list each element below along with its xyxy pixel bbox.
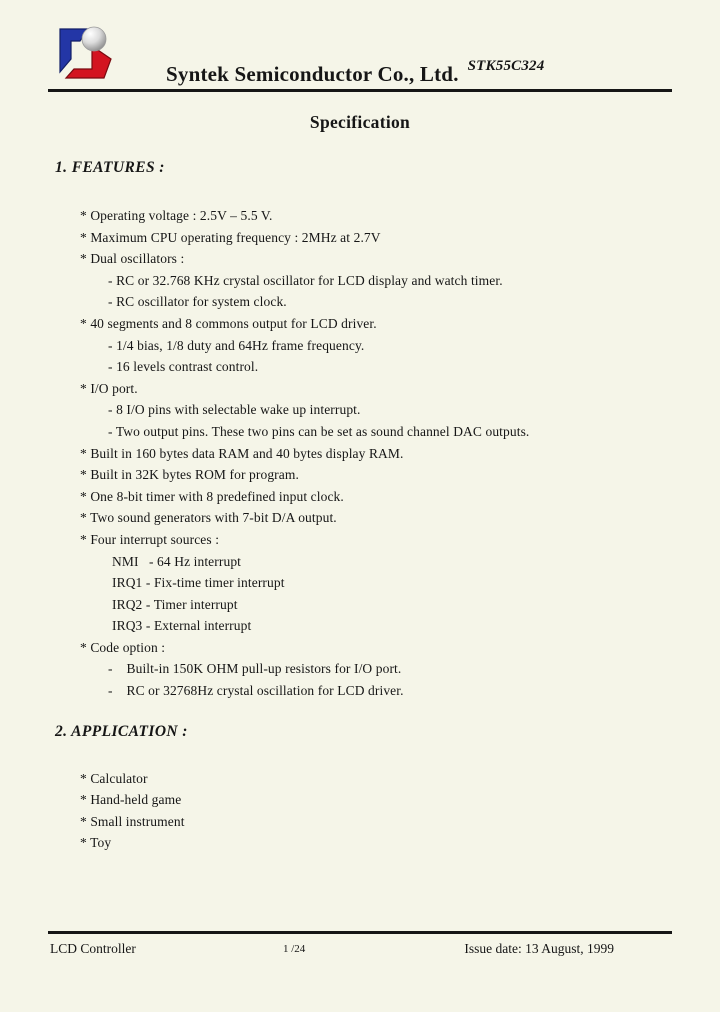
list-item: - Two output pins. These two pins can be set as sound channel DAC outputs. bbox=[108, 423, 530, 439]
list-item: * Hand-held game bbox=[80, 792, 182, 808]
list-item: * Dual oscillators : bbox=[80, 251, 185, 267]
list-item: * Built in 32K bytes ROM for program. bbox=[80, 467, 299, 483]
list-item: IRQ1 - Fix-time timer interrupt bbox=[112, 575, 285, 591]
list-item: - RC or 32.768 KHz crystal oscillator for LCD display and watch timer. bbox=[108, 272, 503, 288]
list-item: * 40 segments and 8 commons output for LCD driver. bbox=[80, 315, 377, 331]
list-item: NMI - 64 Hz interrupt bbox=[112, 553, 242, 569]
header-title-row bbox=[166, 58, 545, 87]
list-item: * Two sound generators with 7-bit D/A output. bbox=[80, 510, 337, 526]
footer-issue-date: Issue date: 13 August, 1999 bbox=[464, 941, 614, 956]
list-item: * Toy bbox=[80, 835, 112, 851]
list-item: - 16 levels contrast control. bbox=[108, 359, 259, 375]
page-content bbox=[48, 92, 672, 854]
list-item: - RC oscillator for system clock. bbox=[108, 294, 287, 310]
list-item: * One 8-bit timer with 8 predefined input clock. bbox=[80, 488, 344, 504]
list-item: - Built-in 150K OHM pull-up resistors for I/O port. bbox=[108, 661, 402, 677]
list-item: * Built in 160 bytes data RAM and 40 bytes display RAM. bbox=[80, 445, 404, 461]
list-item: - 1/4 bias, 1/8 duty and 64Hz frame frequency. bbox=[108, 337, 365, 353]
list-item: IRQ3 - External interrupt bbox=[112, 618, 252, 634]
list-item: * Code option : bbox=[80, 639, 166, 655]
syntek-logo-icon bbox=[48, 26, 116, 84]
section-features-heading: 1. FEATURES : bbox=[55, 159, 165, 176]
features-list bbox=[48, 205, 672, 702]
part-number: STK55C324 bbox=[467, 58, 545, 74]
company-name: Syntek Semiconductor Co., Ltd. bbox=[166, 62, 459, 86]
document-title: Specification bbox=[309, 112, 411, 132]
list-item: IRQ2 - Timer interrupt bbox=[112, 596, 238, 612]
page-header bbox=[48, 0, 672, 92]
list-item: * Operating voltage : 2.5V – 5.5 V. bbox=[80, 208, 273, 223]
footer-page-number: 1 /24 bbox=[283, 943, 306, 955]
list-item: * I/O port. bbox=[80, 380, 138, 396]
list-item: - RC or 32768Hz crystal oscillation for LCD driver. bbox=[108, 683, 404, 699]
list-item: - 8 I/O pins with selectable wake up interrupt. bbox=[108, 402, 361, 418]
list-item: * Maximum CPU operating frequency : 2MHz at 2.7V bbox=[80, 229, 381, 245]
application-list bbox=[48, 768, 672, 854]
footer-document-name: LCD Controller bbox=[50, 941, 136, 956]
list-item: * Four interrupt sources : bbox=[80, 531, 220, 547]
page-footer bbox=[48, 931, 672, 974]
syntek-logo bbox=[48, 26, 116, 84]
list-item: * Calculator bbox=[80, 770, 148, 786]
section-application-heading: 2. APPLICATION : bbox=[55, 722, 188, 740]
list-item: * Small instrument bbox=[80, 813, 185, 829]
